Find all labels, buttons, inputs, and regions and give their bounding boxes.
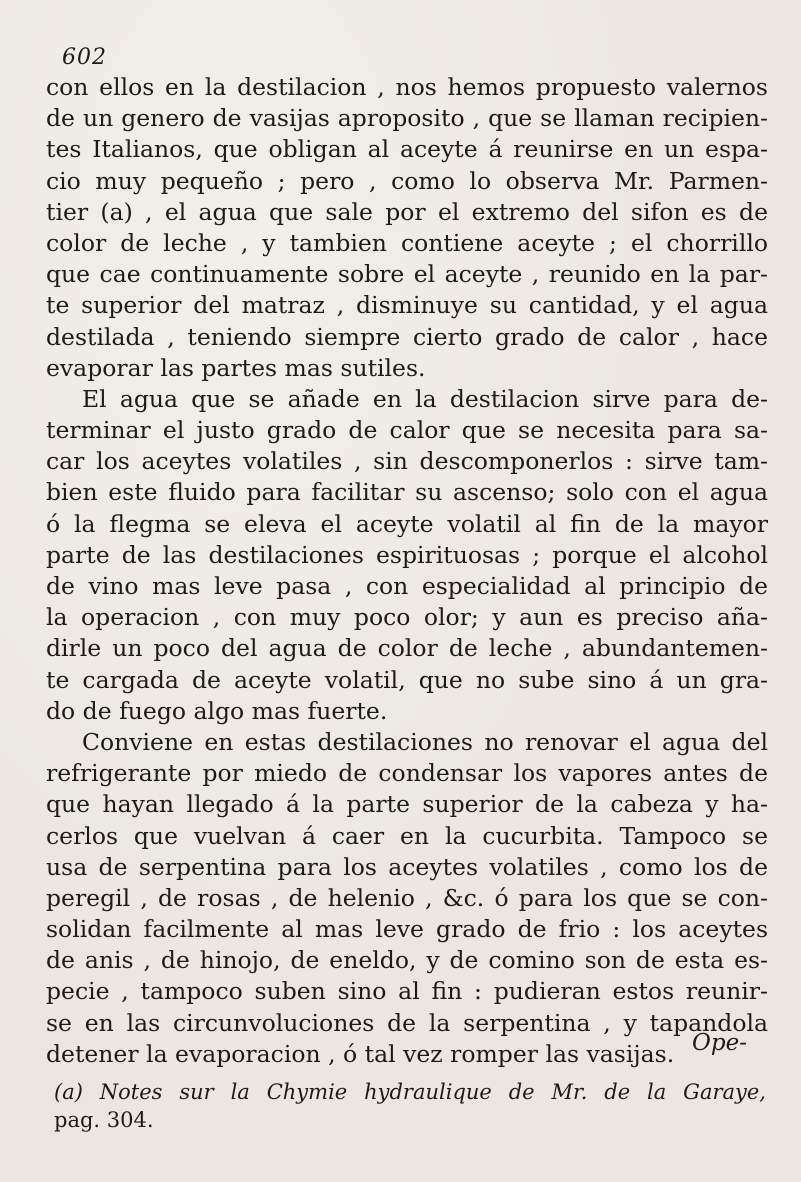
text-line: parte de las destilaciones espirituosas ; porque el alcohol	[46, 540, 768, 569]
text-line: que hayan llegado á la parte superior de la cabeza y ha-	[46, 790, 768, 819]
footnote-line: pag. 304.	[54, 1108, 154, 1132]
text-line: con ellos en la destilacion , nos hemos propuesto valernos	[46, 73, 768, 101]
text-line: do de fuego algo mas fuerte.	[46, 696, 388, 725]
text-line: peregil , de rosas , de helenio , &c. ó para los que se con-	[46, 883, 768, 912]
text-line: te superior del matraz , disminuye su cantidad, y el agua	[46, 291, 768, 320]
text-line: cio muy pequeño ; pero , como lo observa Mr. Parmen-	[46, 166, 768, 195]
text-line: color de leche , y tambien contiene aceyte ; el chorrillo	[46, 228, 768, 257]
text-line: de un genero de vasijas aproposito , que se llaman recipien-	[46, 104, 768, 133]
text-line: que cae continuamente sobre el aceyte , reunido en la par-	[46, 260, 768, 289]
text-line: detener la evaporacion , ó tal vez romper las vasijas.	[46, 1039, 675, 1068]
footnote	[54, 1078, 766, 1134]
footnote-line: (a) Notes sur la Chymie hydraulique de Mr. de la Garaye,	[54, 1080, 766, 1104]
text-line: usa de serpentina para los aceytes volatiles , como los de	[46, 852, 768, 881]
page-number: 602	[62, 45, 107, 70]
text-line: car los aceytes volatiles , sin descomponerlos : sirve tam-	[46, 447, 768, 476]
body-text	[46, 72, 768, 1070]
text-line: solidan facilmente al mas leve grado de frio : los aceytes	[46, 915, 768, 944]
text-line: te cargada de aceyte volatil, que no sube sino á un gra-	[46, 665, 768, 694]
text-line: refrigerante por miedo de condensar los vapores antes de	[46, 759, 768, 788]
text-line: El agua que se añade en la destilacion sirve para de-	[82, 384, 768, 413]
text-line: la operacion , con muy poco olor; y aun es preciso aña-	[46, 603, 768, 632]
text-line: cerlos que vuelvan á caer en la cucurbita. Tampoco se	[46, 821, 768, 850]
text-line: terminar el justo grado de calor que se necesita para sa-	[46, 416, 768, 445]
text-line: ó la flegma se eleva el aceyte volatil al fin de la mayor	[46, 509, 768, 538]
text-line: dirle un poco del agua de color de leche , abundantemen-	[46, 634, 768, 663]
text-line: destilada , teniendo siempre cierto grado de calor , hace	[46, 322, 768, 351]
text-line: se en las circunvoluciones de la serpentina , y tapandola	[46, 1008, 768, 1037]
text-line: bien este fluido para facilitar su ascenso; solo con el agua	[46, 478, 768, 507]
text-line: Conviene en estas destilaciones no renovar el agua del	[82, 727, 768, 756]
text-line: evaporar las partes mas sutiles.	[46, 353, 426, 382]
catchword: Ope-	[692, 1030, 747, 1056]
text-line: tes Italianos, que obligan al aceyte á reunirse en un espa-	[46, 135, 768, 164]
text-line: de vino mas leve pasa , con especialidad al principio de	[46, 572, 768, 600]
text-line: de anis , de hinojo, de eneldo, y de comino son de esta es-	[46, 946, 768, 975]
text-line: tier (a) , el agua que sale por el extremo del sifon es de	[46, 197, 768, 226]
text-line: pecie , tampoco suben sino al fin : pudieran estos reunir-	[46, 977, 768, 1006]
